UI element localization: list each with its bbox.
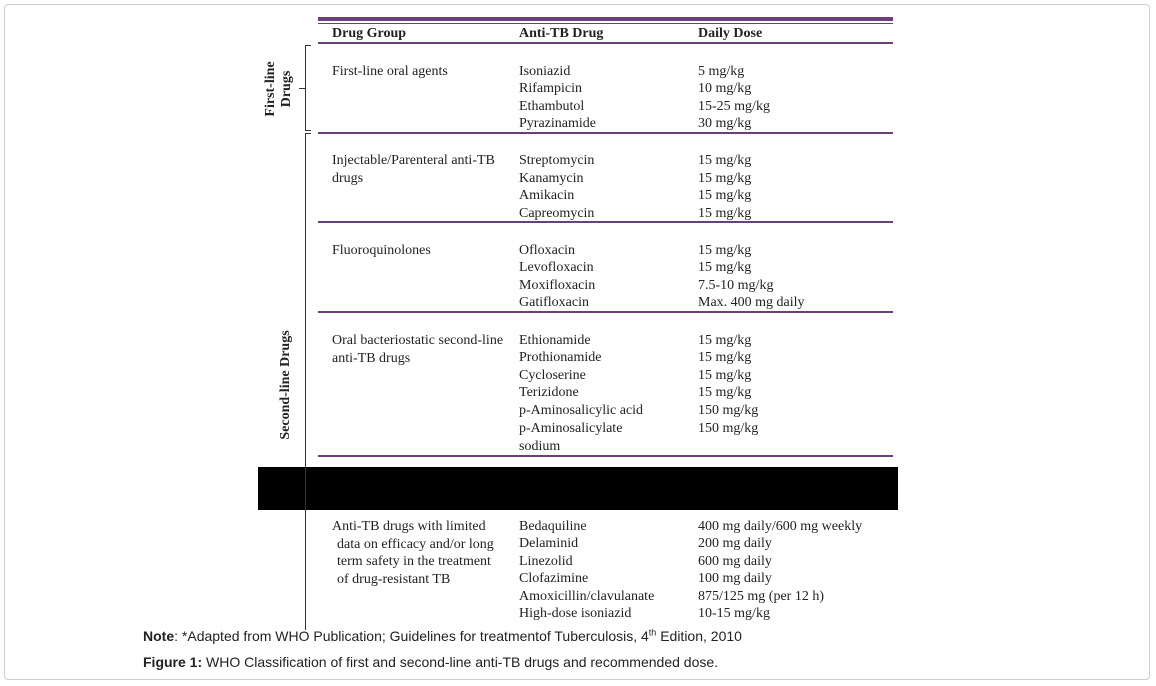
dose-cell: 15 mg/kg [698, 188, 752, 203]
dose-cell: 15 mg/kg [698, 368, 752, 383]
second-line-label: Second-line Drugs [278, 330, 293, 440]
section-rule [318, 455, 893, 457]
dose-cell: 15 mg/kg [698, 350, 752, 365]
drug-cell: Isoniazid [519, 64, 571, 79]
drug-cell: Kanamycin [519, 171, 584, 186]
header-rule [318, 42, 893, 44]
drug-cell: Capreomycin [519, 206, 595, 221]
drug-cell: Ethionamide [519, 333, 591, 348]
dose-cell: 10 mg/kg [698, 81, 752, 96]
dose-cell: 15 mg/kg [698, 385, 752, 400]
first-line-brace [305, 45, 306, 131]
caption-label: Figure 1: [143, 654, 203, 670]
section-rule [318, 221, 893, 223]
section-rule [318, 132, 893, 134]
drug-cell: Streptomycin [519, 153, 595, 168]
dose-cell: 15 mg/kg [698, 260, 752, 275]
dose-cell: 15 mg/kg [698, 171, 752, 186]
dose-cell: 5 mg/kg [698, 64, 745, 79]
dose-cell: 15 mg/kg [698, 153, 752, 168]
second-line-brace [305, 133, 306, 630]
drug-cell: Pyrazinamide [519, 116, 596, 131]
header-daily-dose: Daily Dose [698, 26, 763, 41]
drug-cell: Clofazimine [519, 571, 589, 586]
dose-cell: 875/125 mg (per 12 h) [698, 589, 824, 604]
dose-cell: 15 mg/kg [698, 243, 752, 258]
dose-cell: 15 mg/kg [698, 206, 752, 221]
dose-cell: 150 mg/kg [698, 421, 759, 436]
drug-cell: Gatifloxacin [519, 295, 589, 310]
dose-cell: 600 mg daily [698, 554, 772, 569]
first-line-label [263, 49, 295, 129]
caption-text: WHO Classification of first and second-line anti-TB drugs and recommended dose. [202, 654, 719, 670]
note-label: Note [143, 628, 175, 644]
drug-cell: Levofloxacin [519, 260, 594, 275]
drug-cell: Ethambutol [519, 99, 585, 114]
note-superscript: th [648, 627, 657, 638]
dose-cell: 100 mg daily [698, 571, 772, 586]
drug-cell: Cycloserine [519, 368, 586, 383]
dose-cell: 200 mg daily [698, 536, 772, 551]
table-note [143, 628, 742, 644]
drug-cell: Linezolid [519, 554, 573, 569]
drug-cell: Rifampicin [519, 81, 582, 96]
group-first-line-oral: First-line oral agents [332, 64, 448, 79]
drug-cell: Delaminid [519, 536, 579, 551]
dose-cell: 30 mg/kg [698, 116, 752, 131]
figure-caption [143, 654, 718, 670]
drug-cell: Amoxicillin/clavulanate [519, 589, 655, 604]
drug-cell: Bedaquiline [519, 519, 587, 534]
drug-cell: Terizidone [519, 385, 579, 400]
drug-cell: Moxifloxacin [519, 278, 596, 293]
note-text: : *Adapted from WHO Publication; Guidelines for treatmentof Tuberculosis, 4 [174, 628, 649, 644]
group-fluoroquinolones: Fluoroquinolones [332, 243, 431, 258]
group-oral-bacteriostatic: Oral bacteriostatic second-line anti-TB drugs [332, 333, 504, 366]
dose-cell: 7.5-10 mg/kg [698, 278, 774, 293]
dose-cell: 150 mg/kg [698, 403, 759, 418]
dose-cell: 15 mg/kg [698, 333, 752, 348]
header-anti-tb-drug: Anti-TB Drug [519, 26, 604, 41]
drug-cell: p-Aminosalicylic acid [519, 403, 644, 418]
note-text-end: Edition, 2010 [656, 628, 742, 644]
dose-cell: 15-25 mg/kg [698, 99, 770, 114]
header-drug-group: Drug Group [332, 26, 407, 41]
first-line-label-text: First-line Drugs [263, 61, 294, 117]
drug-cell: Ofloxacin [519, 243, 575, 258]
drug-cell: p-Aminosalicylate sodium [519, 421, 623, 454]
redaction-bar [258, 467, 898, 510]
table-top-rule [318, 17, 893, 21]
drug-cell: Prothionamide [519, 350, 602, 365]
group-injectable: Injectable/Parenteral anti-TB drugs [332, 153, 495, 186]
dose-cell: 10-15 mg/kg [698, 606, 770, 621]
table-top-rule-thin [318, 23, 893, 24]
dose-cell: Max. 400 mg daily [698, 295, 805, 310]
group-limited-data: Anti-TB drugs with limited data on efficacy and/or long term safety in the treatment of drug-resistant TB [332, 519, 494, 587]
drug-cell: High-dose isoniazid [519, 606, 632, 621]
section-rule [318, 311, 893, 313]
dose-cell: 400 mg daily/600 mg weekly [698, 519, 863, 534]
drug-cell: Amikacin [519, 188, 575, 203]
